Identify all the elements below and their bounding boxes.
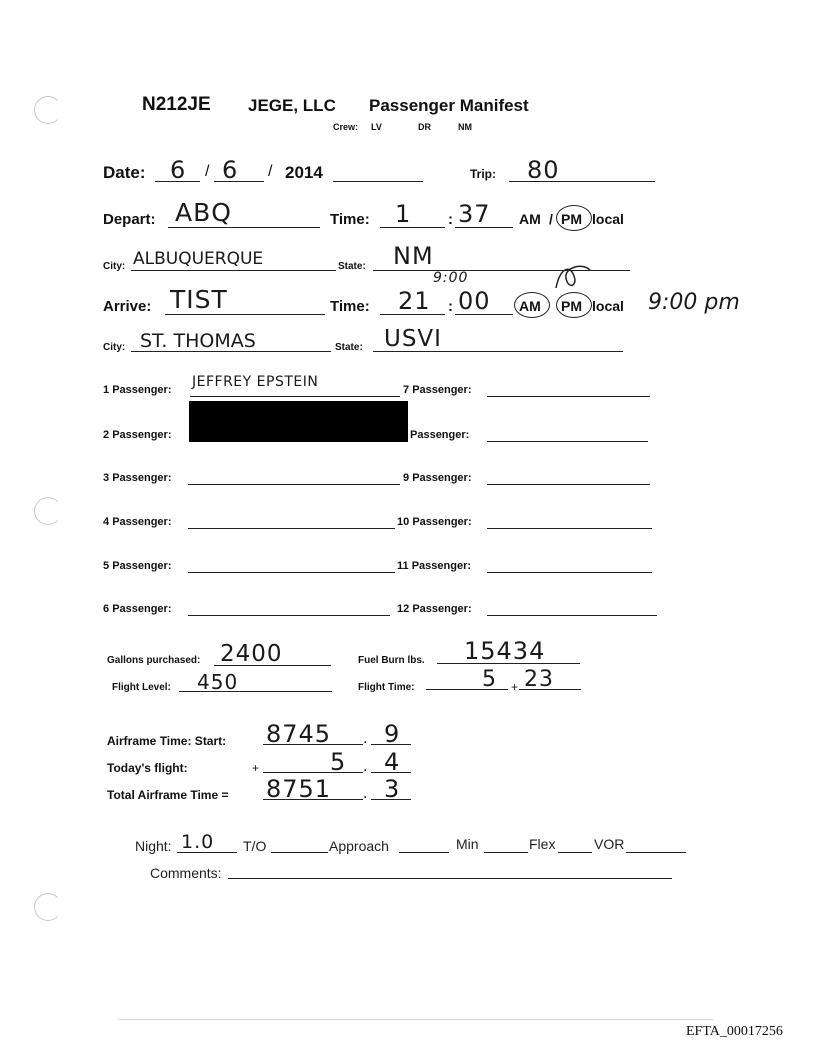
arrive-colon: :: [448, 298, 453, 315]
date-sep-1: /: [205, 163, 210, 180]
passenger-4-label: 4 Passenger:: [103, 516, 172, 528]
night-label: Night:: [135, 838, 172, 854]
todays-flight-whole-line: [263, 772, 363, 773]
arrive-label: Arrive:: [103, 298, 152, 315]
crew-label: Crew:: [333, 122, 359, 132]
company-name: JEGE, LLC: [248, 96, 336, 115]
depart-state-label: State:: [338, 261, 366, 272]
depart-local: local: [592, 211, 624, 227]
passenger-10-label: 10 Passenger:: [397, 516, 472, 528]
todays-flight-label: Today's flight:: [107, 761, 188, 775]
approach-line: [399, 852, 449, 853]
depart-city-line: [131, 270, 336, 271]
approach-label: Approach: [329, 838, 389, 854]
binder-hole-bottom: [34, 893, 62, 921]
flight-level-label: Flight Level:: [112, 682, 171, 693]
night-value[interactable]: 1.0: [181, 831, 215, 853]
gallons-value[interactable]: 2400: [220, 641, 283, 667]
date-year: 2014: [285, 163, 323, 182]
redaction-box: [189, 401, 408, 442]
trip-label: Trip:: [470, 167, 496, 181]
passenger-6-label: 6 Passenger:: [103, 603, 172, 615]
total-airframe-label: Total Airframe Time =: [107, 788, 229, 802]
vor-label: VOR: [594, 836, 625, 852]
arrive-pm: PM: [561, 298, 582, 314]
passenger-1-line: [190, 396, 400, 397]
comments-line: [228, 878, 672, 879]
airframe-start-whole[interactable]: 8745: [266, 720, 332, 748]
arrive-pm-circle: [556, 292, 592, 318]
passenger-1-name[interactable]: JEFFREY EPSTEIN: [192, 374, 319, 390]
passenger-7-line: [487, 396, 650, 397]
flight-time-minutes[interactable]: 23: [524, 667, 554, 692]
passenger-2-label: 2 Passenger:: [103, 429, 172, 441]
todays-flight-dot: .: [363, 758, 368, 775]
passenger-12-line: [487, 615, 657, 616]
depart-am: AM: [519, 211, 541, 227]
airframe-start-dot: .: [363, 730, 368, 747]
airframe-start-dec[interactable]: 9: [384, 720, 401, 748]
total-airframe-dec[interactable]: 3: [384, 775, 401, 803]
passenger-7-label: 7 Passenger:: [403, 384, 472, 396]
depart-label: Depart:: [103, 211, 156, 228]
airframe-start-label: Airframe Time: Start:: [107, 734, 227, 748]
depart-airport[interactable]: ABQ: [175, 198, 232, 227]
arrive-line: [165, 314, 325, 315]
depart-state[interactable]: NM: [393, 242, 434, 270]
flight-time-plus: +: [511, 680, 519, 694]
arrive-am: AM: [519, 298, 541, 314]
passenger-10-line: [487, 528, 652, 529]
gallons-label: Gallons purchased:: [107, 655, 201, 666]
crew-member-2: DR: [418, 122, 431, 132]
arrive-time-annotation-above: 9:00: [433, 270, 469, 286]
date-month[interactable]: 6: [170, 156, 187, 184]
flex-label: Flex: [529, 836, 556, 852]
bates-number: EFTA_00017256: [686, 1024, 783, 1039]
depart-hour-line: [380, 227, 445, 228]
arrive-hour[interactable]: 21: [398, 287, 431, 315]
passenger-4-line: [188, 528, 395, 529]
to-line: [271, 852, 328, 853]
depart-minute[interactable]: 37: [458, 200, 491, 228]
comments-label: Comments:: [150, 865, 222, 881]
passenger-11-label: 11 Passenger:: [397, 560, 472, 572]
total-airframe-dot: .: [363, 785, 368, 802]
passenger-6-line: [188, 615, 390, 616]
flex-line: [558, 852, 592, 853]
depart-city[interactable]: ALBUQUERQUE: [133, 249, 264, 269]
todays-flight-whole[interactable]: 5: [330, 748, 347, 776]
depart-pm: PM: [561, 211, 582, 227]
passenger-3-line: [188, 484, 400, 485]
arrive-city-label: City:: [103, 342, 126, 353]
passenger-11-line: [487, 572, 652, 573]
depart-colon: :: [448, 211, 453, 228]
todays-flight-plus: +: [252, 761, 260, 775]
arrive-local: local: [592, 298, 624, 314]
total-airframe-whole[interactable]: 8751: [266, 775, 332, 803]
scribble-mark: [548, 258, 598, 294]
flight-level-value[interactable]: 450: [197, 670, 239, 694]
depart-city-label: City:: [103, 261, 126, 272]
arrive-time-label: Time:: [330, 298, 370, 315]
date-day[interactable]: 6: [222, 156, 239, 184]
date-label: Date:: [103, 163, 146, 182]
arrive-state[interactable]: USVI: [384, 326, 442, 352]
form-title: Passenger Manifest: [369, 96, 529, 115]
todays-flight-dec[interactable]: 4: [384, 748, 401, 776]
depart-pm-circle: [556, 205, 592, 231]
passenger-1-label: 1 Passenger:: [103, 384, 172, 396]
arrive-airport[interactable]: TIST: [170, 285, 228, 314]
depart-hour[interactable]: 1: [395, 200, 412, 228]
trip-number[interactable]: 80: [527, 156, 560, 184]
passenger-8-label: Passenger:: [410, 429, 470, 441]
fuel-burn-label: Fuel Burn lbs.: [358, 655, 425, 666]
passenger-5-line: [188, 572, 395, 573]
tail-number: N212JE: [142, 94, 211, 115]
arrive-time-annotation-right: 9:00 pm: [648, 290, 740, 315]
passenger-9-line: [487, 484, 650, 485]
min-line: [484, 852, 528, 853]
flight-time-hours[interactable]: 5: [482, 667, 497, 692]
arrive-am-circle: [514, 292, 550, 318]
flight-time-label: Flight Time:: [358, 682, 415, 693]
crew-member-3: NM: [458, 122, 472, 132]
passenger-8-line: [487, 441, 648, 442]
binder-hole-middle: [34, 497, 62, 525]
date-sep-2: /: [268, 163, 273, 180]
arrive-minute[interactable]: 00: [458, 287, 491, 315]
passenger-5-label: 5 Passenger:: [103, 560, 172, 572]
vor-line: [626, 852, 686, 853]
passenger-12-label: 12 Passenger:: [397, 603, 472, 615]
binder-hole-top: [34, 96, 62, 124]
crew-member-1: LV: [371, 122, 382, 132]
depart-line: [168, 227, 320, 228]
min-label: Min: [456, 836, 479, 852]
depart-slash: /: [549, 211, 553, 227]
date-year-line: [333, 181, 423, 182]
arrive-state-label: State:: [335, 342, 363, 353]
passenger-3-label: 3 Passenger:: [103, 472, 172, 484]
to-label: T/O: [243, 838, 267, 854]
depart-time-label: Time:: [330, 211, 370, 228]
scan-edge-line: [118, 1019, 713, 1020]
passenger-9-label: 9 Passenger:: [403, 472, 472, 484]
fuel-burn-value[interactable]: 15434: [464, 637, 546, 665]
arrive-city[interactable]: ST. THOMAS: [140, 330, 256, 352]
